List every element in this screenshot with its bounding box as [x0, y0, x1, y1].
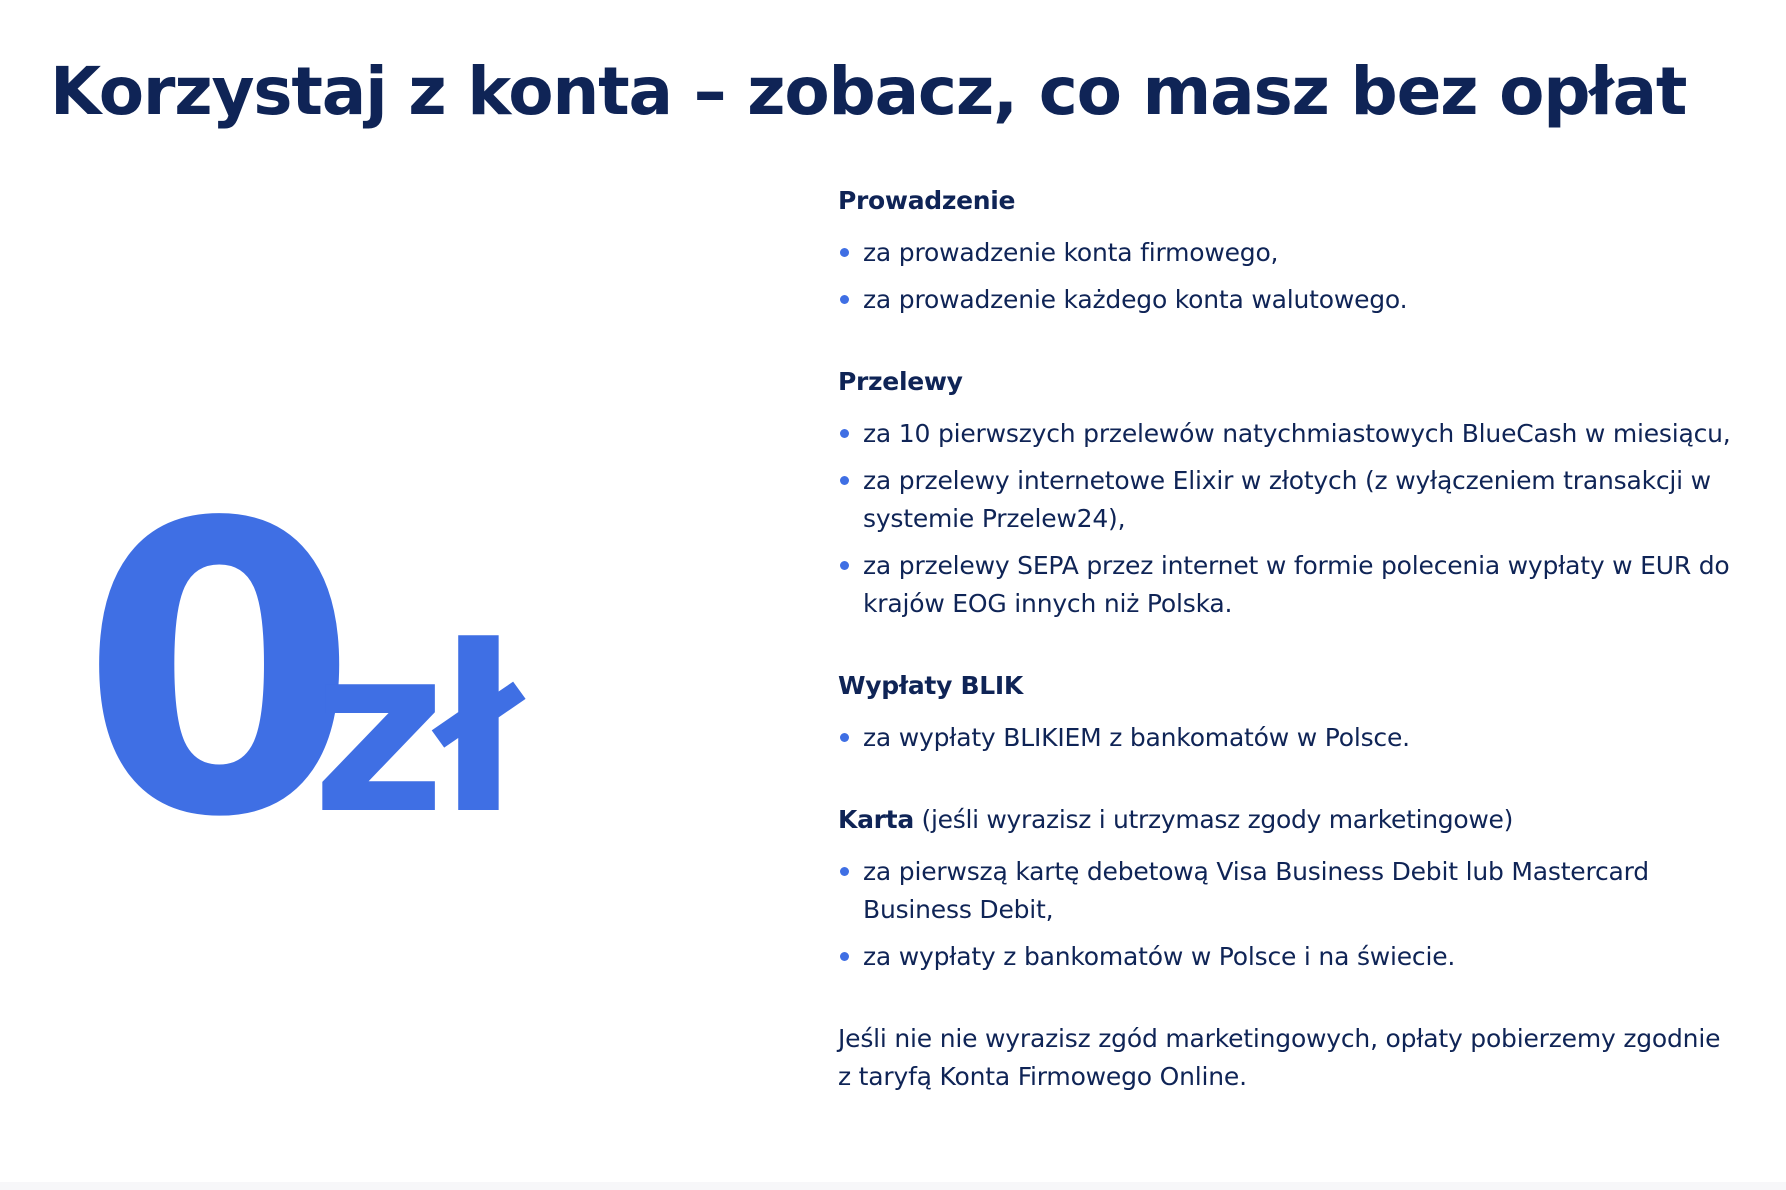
price-svg [80, 500, 600, 830]
footnote: Jeśli nie nie wyrazisz zgód marketingowych, opłaty pobierzemy zgodnie z taryfą Konta Firmowego Online. [838, 1024, 1721, 1091]
bullet-list [838, 853, 1738, 976]
list-item-text: za przelewy internetowe Elixir w złotych (z wyłączeniem transakcji w systemie Przelew24), [863, 466, 1711, 533]
list-item-text: za przelewy SEPA przez internet w formie polecenia wypłaty w EUR do krajów EOG innych niż Polska. [863, 551, 1730, 618]
list-item [838, 234, 1738, 272]
section-prowadzenie [838, 182, 1738, 319]
section-heading-text: Wypłaty BLIK [838, 671, 1023, 700]
list-item [838, 938, 1738, 976]
section-heading-text: Prowadzenie [838, 186, 1016, 215]
bullet-dot [840, 561, 849, 570]
bullet-dot [840, 952, 849, 961]
section-heading [838, 182, 1738, 220]
list-item-text: za pierwszą kartę debetową Visa Business Debit lub Mastercard Business Debit, [863, 857, 1649, 924]
fees-content [838, 182, 1738, 1096]
list-item-text: za 10 pierwszych przelewów natychmiastowych BlueCash w miesiącu, [863, 419, 1731, 448]
price-graphic [80, 500, 600, 830]
bullet-dot [840, 429, 849, 438]
list-item [838, 719, 1738, 757]
list-item-text: za prowadzenie konta firmowego, [863, 238, 1279, 267]
section-wyplaty-blik [838, 667, 1738, 757]
bullet-dot [840, 295, 849, 304]
section-przelewy [838, 363, 1738, 623]
bottom-band [0, 1182, 1786, 1190]
list-item-text: za prowadzenie każdego konta walutowego. [863, 285, 1408, 314]
bullet-list [838, 719, 1738, 757]
section-heading [838, 667, 1738, 705]
price-currency: zł [312, 598, 512, 830]
bullet-dot [840, 867, 849, 876]
list-item-text: za wypłaty BLIKIEM z bankomatów w Polsce. [863, 723, 1410, 752]
list-item [838, 415, 1738, 453]
section-heading [838, 363, 1738, 401]
bullet-dot [840, 248, 849, 257]
list-item [838, 853, 1738, 929]
section-heading [838, 801, 1738, 839]
bullet-dot [840, 733, 849, 742]
list-item-text: za wypłaty z bankomatów w Polsce i na świecie. [863, 942, 1456, 971]
section-heading-text: Karta [838, 805, 914, 834]
bullet-list [838, 234, 1738, 319]
section-heading-text: Przelewy [838, 367, 963, 396]
list-item [838, 462, 1738, 538]
bullet-list [838, 415, 1738, 623]
list-item [838, 547, 1738, 623]
price-amount: 0 [80, 500, 349, 830]
page-title: Korzystaj z konta – zobacz, co masz bez opłat [50, 53, 1687, 130]
section-karta [838, 801, 1738, 976]
bullet-dot [840, 476, 849, 485]
section-heading-note: (jeśli wyrazisz i utrzymasz zgody marketingowe) [913, 805, 1514, 834]
list-item [838, 281, 1738, 319]
